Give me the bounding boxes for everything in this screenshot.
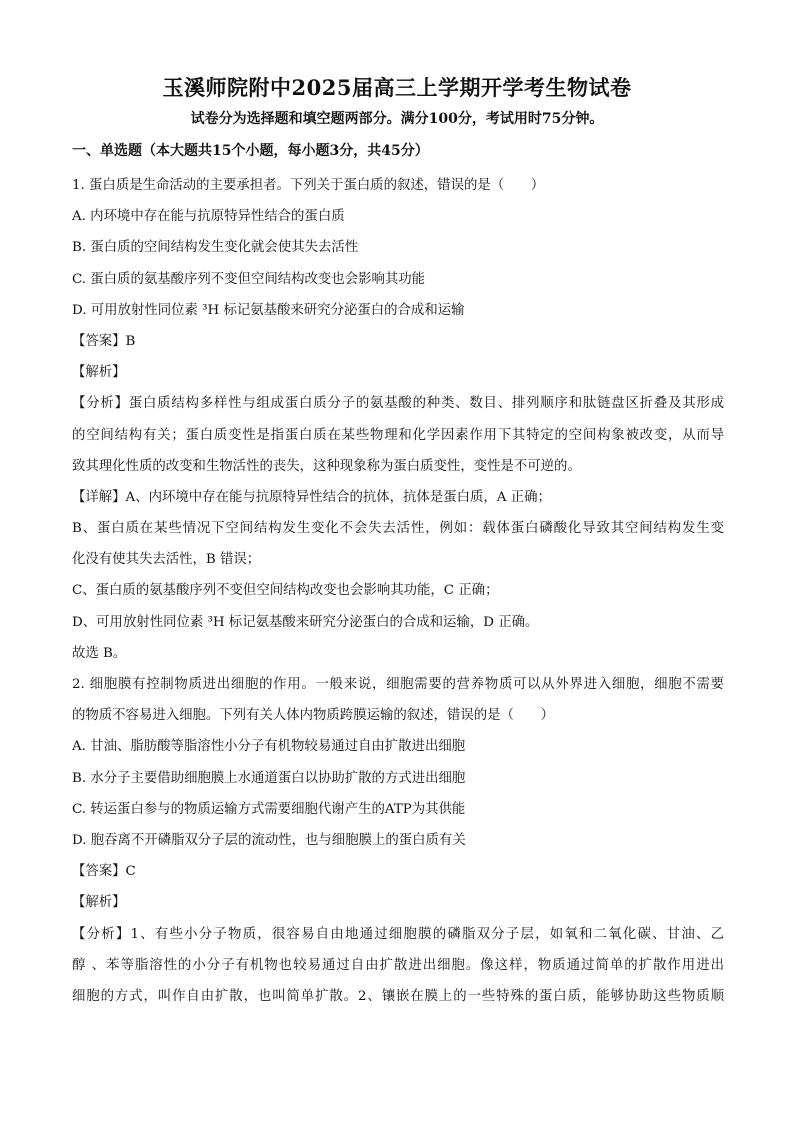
question-1-detail-line: 【详解】A、内环境中存在能与抗原特异性结合的抗体，抗体是蛋白质，A 正确； xyxy=(72,489,551,505)
question-2-option-c: C. 转运蛋白参与的物质运输方式需要细胞代谢产生的ATP为其供能 xyxy=(72,801,466,817)
document-title: 玉溪师院附中2025届高三上学期开学考生物试卷 xyxy=(162,75,632,100)
question-2-analysis-line: 【分析】1、有些小分子物质，很容易自由地通过细胞膜的磷脂双分子层，如氧和二氧化碳、甘油、乙 xyxy=(72,926,724,942)
question-2-answer: 【答案】C xyxy=(72,864,136,880)
question-1-detail-line: 故选 B。 xyxy=(72,645,127,661)
question-2-option-b: B. 水分子主要借助细胞膜上水通道蛋白以协助扩散的方式进出细胞 xyxy=(72,770,466,786)
section-heading: 一、单选题（本大题共15个小题，每小题3分，共45分） xyxy=(72,143,429,159)
document-subtitle: 试卷分为选择题和填空题两部分。满分100分，考试用时75分钟。 xyxy=(190,111,604,127)
question-2-explain-label: 【解析】 xyxy=(72,895,126,911)
question-1-detail-line: 化没有使其失去活性，B 错误； xyxy=(72,552,261,568)
question-1-analysis-line: 的空间结构有关；蛋白质变性是指蛋白质在某些物理和化学因素作用下其特定的空间构象被改变，从而导 xyxy=(72,427,724,443)
question-1-stem: 1. 蛋白质是生命活动的主要承担者。下列关于蛋白质的叙述，错误的是（ ） xyxy=(72,178,545,193)
question-2-option-d: D. 胞吞离不开磷脂双分子层的流动性，也与细胞膜上的蛋白质有关 xyxy=(72,832,466,848)
question-2-stem-line: 的物质不容易进入细胞。下列有关人体内物质跨膜运输的叙述，错误的是（ ） xyxy=(72,708,555,724)
question-1-detail-line: C、蛋白质的氨基酸序列不变但空间结构改变也会影响其功能，C 正确； xyxy=(72,583,499,599)
question-content xyxy=(72,170,724,1012)
question-1-detail-line: D、可用放射性同位素 ³H 标记氨基酸来研究分泌蛋白的合成和运输，D 正确。 xyxy=(72,614,539,630)
question-1-analysis-line: 致其理化性质的改变和生物活性的丧失，这种现象称为蛋白质变性，变性是不可逆的。 xyxy=(72,458,581,474)
question-1-option-b: B. 蛋白质的空间结构发生变化就会使其失去活性 xyxy=(72,240,359,256)
question-1-option-a: A. 内环境中存在能与抗原特异性结合的蛋白质 xyxy=(72,209,345,225)
question-2-analysis-line: 醇 、苯等脂溶性的小分子有机物也较易通过自由扩散进出细胞。像这样，物质通过简单的扩散作用进出 xyxy=(72,957,724,973)
question-1-detail-line: B、蛋白质在某些情况下空间结构发生变化不会失去活性，例如：载体蛋白磷酸化导致其空间结构发生变 xyxy=(72,521,724,537)
question-2-analysis-line: 细胞的方式，叫作自由扩散，也叫简单扩散。2、镶嵌在膜上的一些特殊的蛋白质，能够协助这些物质顺 xyxy=(72,988,724,1004)
question-1-option-c: C. 蛋白质的氨基酸序列不变但空间结构改变也会影响其功能 xyxy=(72,271,426,287)
question-1-analysis-line: 【分析】蛋白质结构多样性与组成蛋白质分子的氨基酸的种类、数目、排列顺序和肽链盘区折叠及其形成 xyxy=(72,396,724,412)
question-2-stem-line: 2. 细胞膜有控制物质进出细胞的作用。一般来说，细胞需要的营养物质可以从外界进入细胞，细胞不需要 xyxy=(72,677,724,692)
question-1-explain-label: 【解析】 xyxy=(72,365,126,381)
question-2-option-a: A. 甘油、脂肪酸等脂溶性小分子有机物较易通过自由扩散进出细胞 xyxy=(72,739,466,755)
question-1-answer: 【答案】B xyxy=(72,333,136,349)
question-1-option-d: D. 可用放射性同位素 ³H 标记氨基酸来研究分泌蛋白的合成和运输 xyxy=(72,302,465,318)
